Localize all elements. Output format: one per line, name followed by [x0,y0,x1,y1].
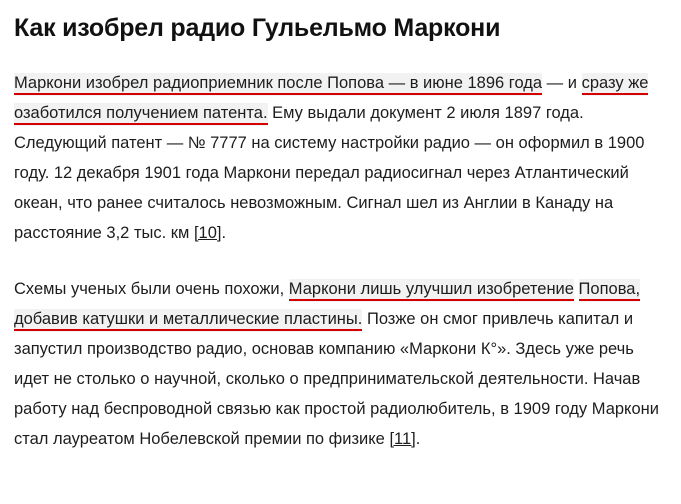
paragraph-1-body: Ему выдали документ 2 июля 1897 года. Следующий патент — № 7777 на систему настройки радио — он оформил в 1900 году. 12 декабря 1901 года Маркони передал радиосигнал через Атлантический океан, что ранее считалось невозможным. Сигнал шел из Англии в Канаду на расстояние 3,2 тыс. км [14,103,645,242]
paragraph-1-tail: . [221,223,227,242]
paragraph-1 [14,68,667,248]
paragraph-2 [14,274,667,454]
paragraph-2-lead: Схемы ученых были очень похожи, [14,279,289,298]
highlight-patent-concern: сразу же озаботился получением патента. [14,74,648,125]
page-title: Как изобрел радио Гульельмо Маркони [14,14,501,42]
highlight-popov-coils: Попова, добавив катушки и металлические пластины. [14,280,640,331]
paragraph-1-connector: — и [542,73,582,92]
paragraph-2-body: Позже он смог привлечь капитал и запустил производство радио, основав компанию «Маркони К°». Здесь уже речь идет не столько о научной, сколько о предпринимательской деятельности. Начав работу над беспроводной связью как простой радиолюбитель, в 1909 году Маркони стал лауреатом Нобелевской премии по физике [14,309,659,448]
highlight-marconi-improved: Маркони лишь улучшил изобретение [289,280,574,301]
highlight-marconi-invention-date: Маркони изобрел радиоприемник после Попова — в июне 1896 года [14,74,542,95]
reference-link-11[interactable]: [11] [389,429,416,448]
paragraph-2-tail: . [415,429,421,448]
reference-link-10[interactable]: [10] [193,223,222,242]
